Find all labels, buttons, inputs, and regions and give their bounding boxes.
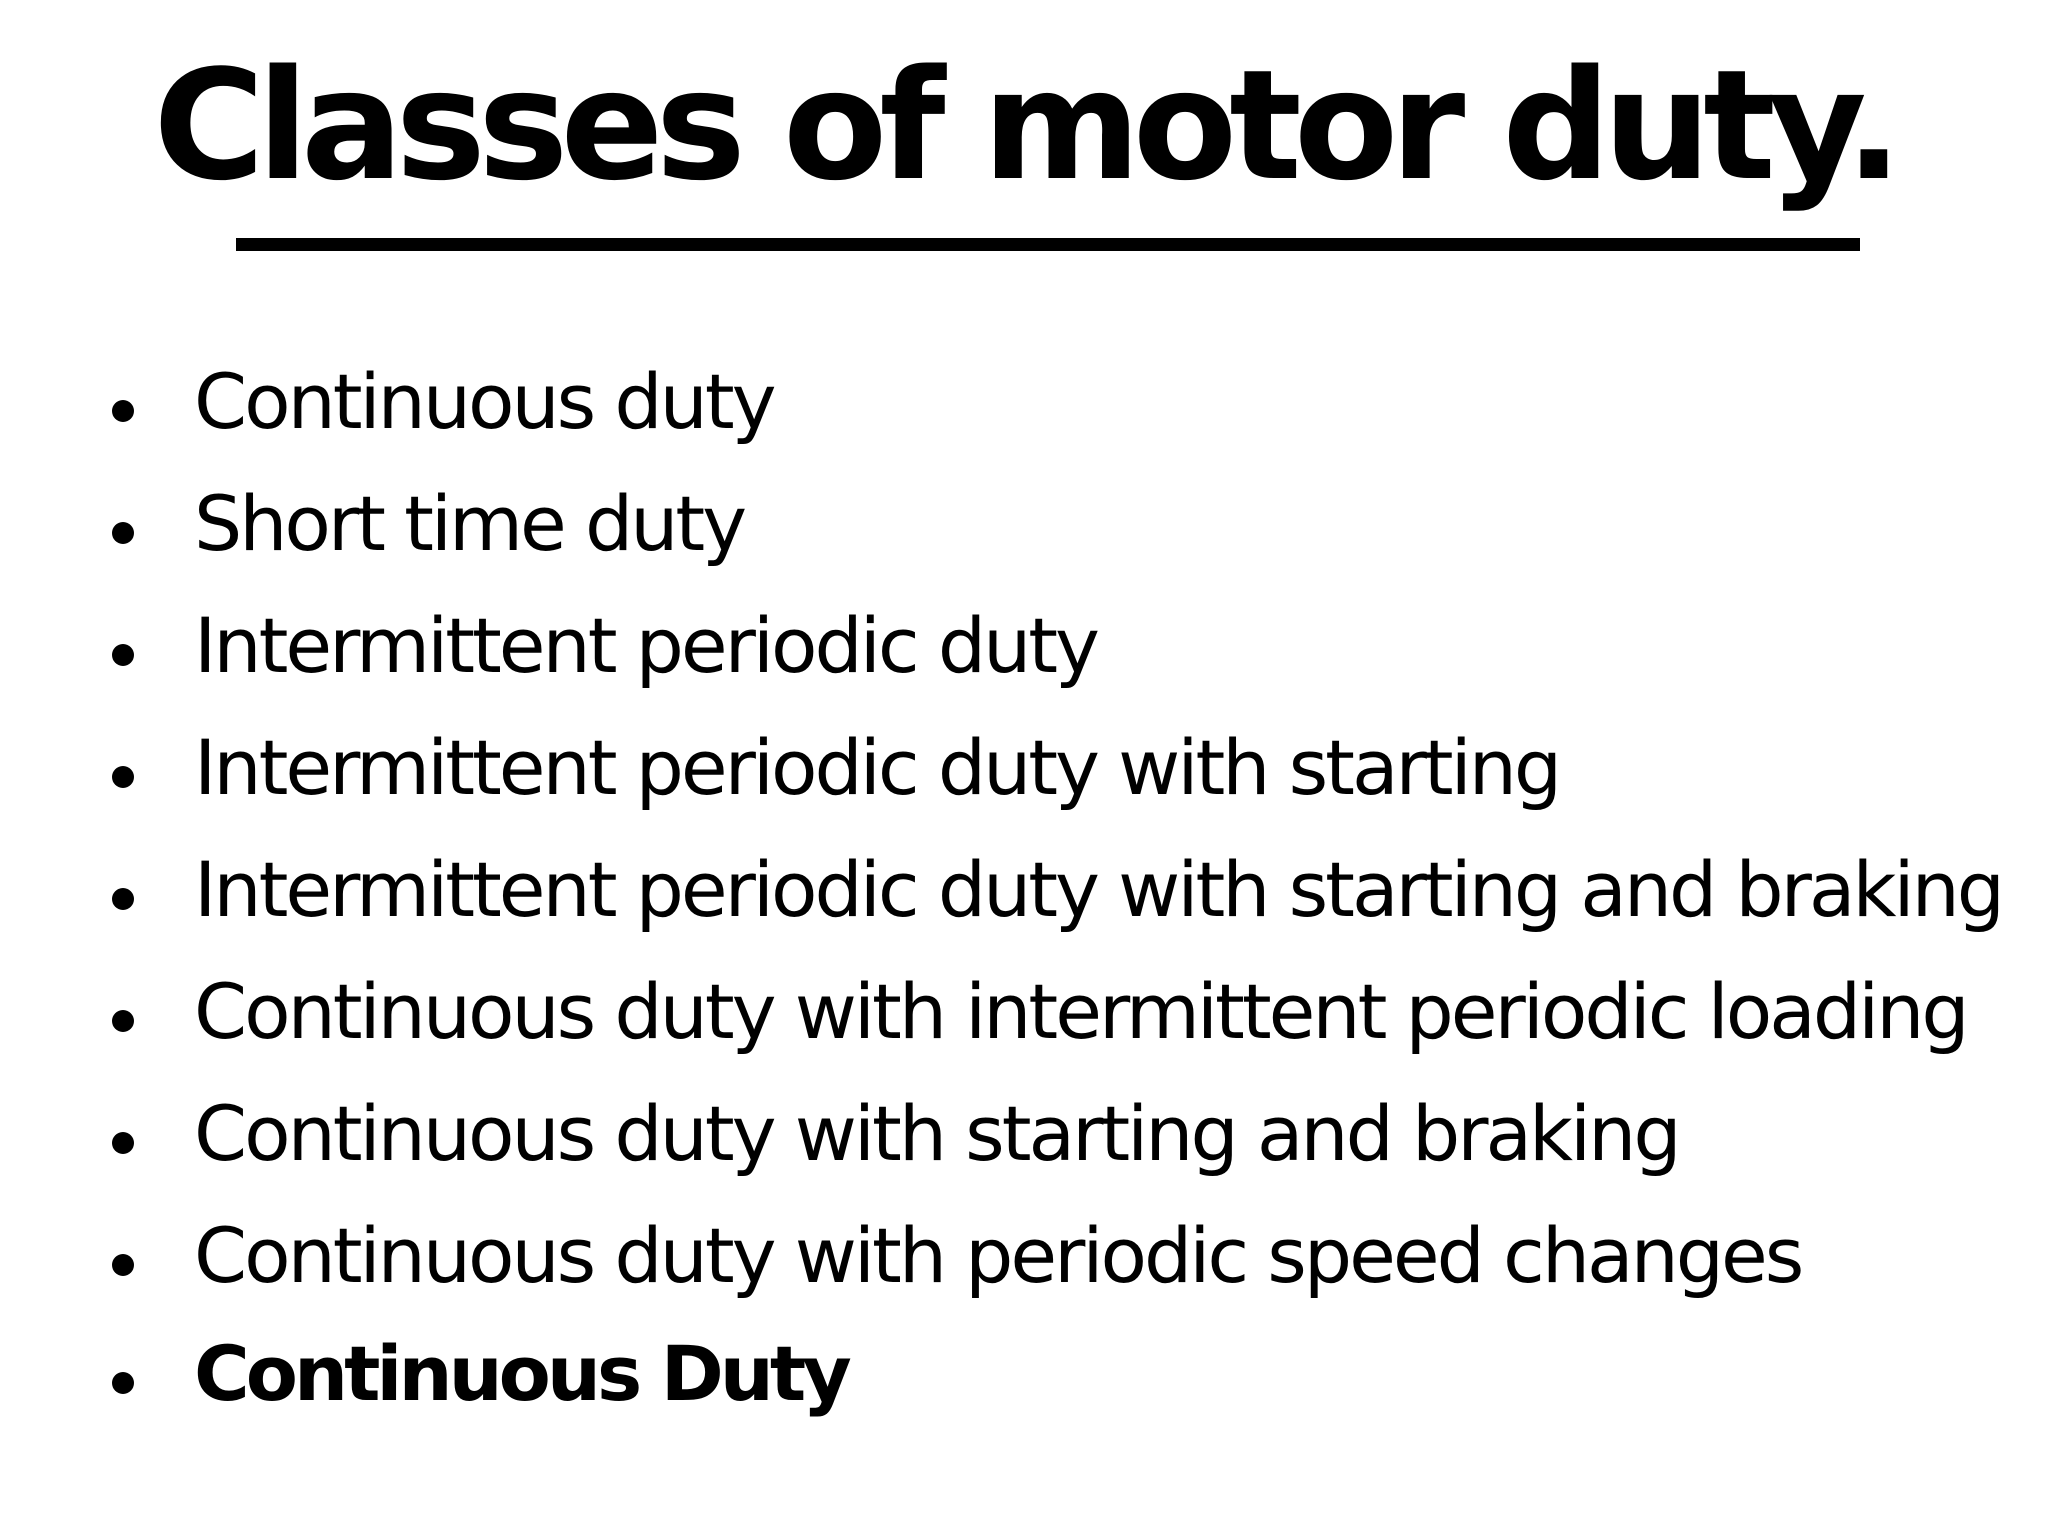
list-item bbox=[112, 1208, 2012, 1318]
list-item bbox=[112, 720, 2012, 830]
list-item bbox=[112, 598, 2012, 708]
bullet-icon bbox=[112, 888, 134, 910]
list-item-text: Continuous Duty bbox=[194, 1329, 848, 1418]
list-item-text: Continuous duty bbox=[194, 357, 774, 446]
bullet-icon bbox=[112, 400, 134, 422]
list-item bbox=[112, 476, 2012, 586]
bullet-icon bbox=[112, 522, 134, 544]
list-item-text: Intermittent periodic duty bbox=[194, 601, 1098, 690]
list-item-text: Continuous duty with intermittent periodic loading bbox=[194, 967, 1967, 1056]
list-item bbox=[112, 354, 2012, 464]
bullet-icon bbox=[112, 1372, 134, 1394]
bullet-icon bbox=[112, 1254, 134, 1276]
list-item-text: Continuous duty with periodic speed changes bbox=[194, 1211, 1802, 1300]
bullet-icon bbox=[112, 1010, 134, 1032]
bullet-icon bbox=[112, 644, 134, 666]
list-item bbox=[112, 1326, 2012, 1436]
bullet-icon bbox=[112, 766, 134, 788]
bullet-icon bbox=[112, 1132, 134, 1154]
list-item-text: Continuous duty with starting and braking bbox=[194, 1089, 1679, 1178]
list-item bbox=[112, 842, 2012, 952]
list-item bbox=[112, 1086, 2012, 1196]
list-item bbox=[112, 964, 2012, 1074]
list-item-text: Short time duty bbox=[194, 479, 745, 568]
list-item-text: Intermittent periodic duty with starting and braking bbox=[194, 845, 2003, 934]
slide-title: Classes of motor duty. bbox=[153, 37, 1895, 214]
list-item-text: Intermittent periodic duty with starting bbox=[194, 723, 1560, 812]
